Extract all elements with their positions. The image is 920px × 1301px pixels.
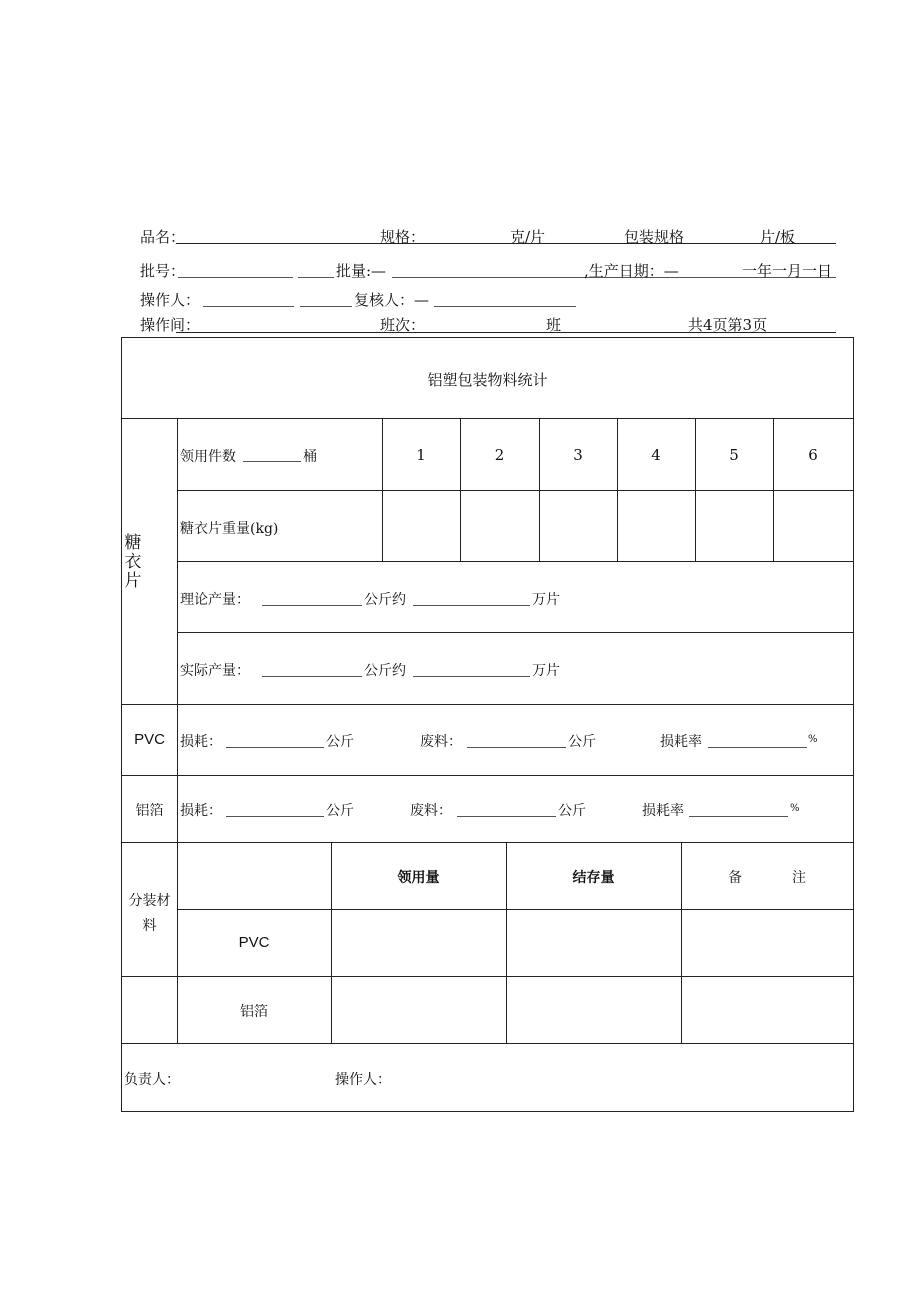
column-divider [617, 418, 618, 561]
foil-waste-label: 废料： [410, 803, 452, 819]
row-separator [177, 632, 854, 633]
table-left-border [121, 337, 122, 1111]
batch-no-underline [178, 277, 293, 278]
spec-label: 规格： [380, 228, 426, 246]
row-separator [177, 909, 854, 910]
column-number-3: 3 [573, 446, 583, 464]
pvc-loss-rate-label: 损耗率 [660, 734, 702, 750]
pack-spec-unit: 片/板 [760, 228, 796, 246]
issued-qty-header: 领用量 [397, 869, 440, 885]
table-bottom-border [121, 1111, 854, 1112]
theoretical-pieces-underline [413, 605, 530, 606]
foil-loss-rate-underline [689, 816, 788, 817]
column-divider [681, 842, 682, 1043]
table-title: 铝塑包装物料统计 [427, 371, 548, 389]
pvc-row-label: PVC [134, 731, 165, 748]
actual-pieces-underline [413, 676, 530, 677]
row-separator [121, 775, 854, 776]
pieces-underline [243, 461, 301, 462]
column-divider [773, 418, 774, 561]
pvc-loss-rate-unit: % [808, 734, 818, 745]
spec-unit: 克/片 [510, 228, 546, 246]
pvc-loss-unit: 公斤 [326, 734, 354, 750]
row-separator [121, 704, 854, 705]
product-name-label: 品名： [140, 228, 186, 246]
actual-pieces-unit: 万片 [532, 663, 560, 679]
theoretical-yield-label: 理论产量： [180, 592, 250, 608]
row-separator [177, 490, 854, 491]
header-underline-1 [176, 243, 836, 244]
row-separator [121, 976, 854, 977]
column-number-4: 4 [651, 446, 661, 464]
batch-no-label: 批号： [140, 262, 186, 280]
pvc-loss-rate-underline [708, 747, 807, 748]
foil-loss-unit: 公斤 [326, 803, 354, 819]
row-separator [121, 842, 854, 843]
header-underline-4 [176, 332, 836, 333]
theoretical-pieces-unit: 万片 [532, 592, 560, 608]
column-number-2: 2 [494, 446, 505, 464]
actual-kg-underline [262, 676, 362, 677]
foil-waste-underline [457, 816, 556, 817]
stock-qty-header: 结存量 [572, 869, 615, 885]
foil-row-label: 铝箔 [135, 803, 164, 819]
split-material-label-line1: 分装材 [128, 893, 171, 909]
responsible-person-label: 负责人： [124, 1072, 180, 1088]
column-divider [382, 418, 383, 561]
operating-room-label: 操作间： [140, 316, 201, 334]
foil-loss-underline [226, 816, 324, 817]
page-info: 共4页第3页 [688, 316, 768, 334]
theoretical-kg-unit: 公斤约 [364, 592, 406, 608]
split-row-foil: 铝箔 [240, 1004, 268, 1020]
pvc-waste-underline [467, 747, 566, 748]
column-divider [695, 418, 696, 561]
table-right-border [853, 337, 854, 1111]
row-separator [121, 1043, 854, 1044]
checker-underline [434, 306, 576, 307]
remark-header-part2: 注 [792, 870, 806, 886]
actual-yield-label: 实际产量： [180, 663, 250, 679]
pvc-waste-unit: 公斤 [568, 734, 596, 750]
table-top-border [121, 337, 854, 338]
pack-spec-label: 包装规格 [624, 228, 685, 246]
foil-loss-label: 损耗： [180, 803, 222, 819]
operator-underline [203, 306, 294, 307]
split-material-label-line2: 料 [142, 918, 157, 934]
coated-tablet-group-label: 糖衣片 [124, 533, 142, 591]
shift-unit: 班 [546, 316, 562, 334]
column-number-5: 5 [729, 446, 739, 464]
checker-pre-underline [300, 306, 352, 307]
shift-label: 班次： [380, 316, 426, 334]
production-date-label: ,生产日期：— [584, 262, 679, 280]
theoretical-kg-underline [262, 605, 362, 606]
row-separator [121, 418, 854, 419]
foil-waste-unit: 公斤 [558, 803, 586, 819]
pieces-unit: 桶 [303, 449, 317, 465]
pvc-loss-label: 损耗： [180, 734, 222, 750]
column-number-6: 6 [808, 446, 818, 464]
column-number-1: 1 [416, 446, 426, 464]
split-row-pvc: PVC [238, 934, 270, 951]
coated-weight-label: 糖衣片重量(kg) [180, 521, 279, 537]
column-divider [539, 418, 540, 561]
pieces-label: 领用件数 [180, 449, 236, 465]
foil-loss-rate-label: 损耗率 [642, 803, 684, 819]
operator-label: 操作人： [140, 291, 201, 309]
date-format: 一年一月一日 [742, 262, 833, 280]
footer-operator-label: 操作人： [335, 1072, 391, 1088]
batch-qty-label: 批量:— [336, 262, 387, 280]
row-separator [177, 561, 854, 562]
checker-label: 复核人：— [354, 291, 430, 309]
actual-kg-unit: 公斤约 [364, 663, 406, 679]
pvc-waste-label: 废料： [420, 734, 462, 750]
remark-header-part1: 备 [728, 870, 742, 886]
column-divider [460, 418, 461, 561]
foil-loss-rate-unit: % [790, 803, 800, 814]
batch-qty-underline [298, 277, 334, 278]
pvc-loss-underline [226, 747, 324, 748]
